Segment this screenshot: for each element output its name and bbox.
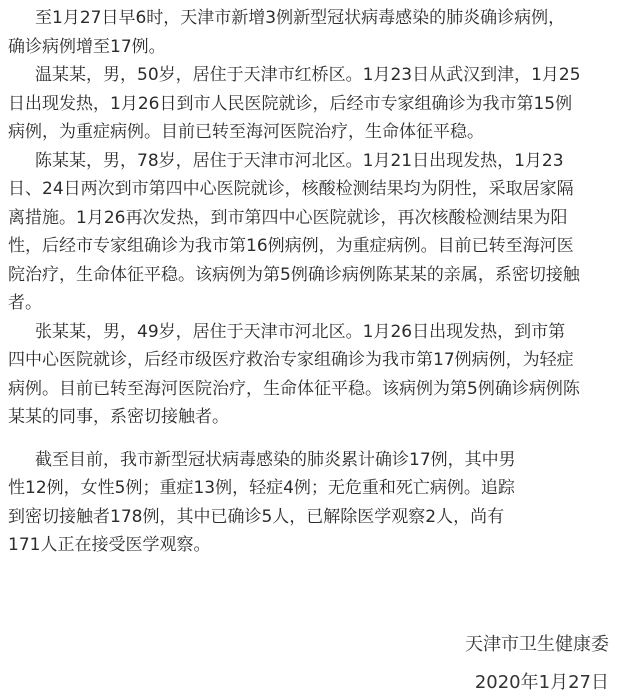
text-line: 性，后经市专家组确诊为我市第16例病例，为重症病例。目前已转至海河医: [8, 236, 574, 256]
signature-org: 天津市卫生健康委: [465, 634, 609, 655]
text-line: 张某某，男，49岁，居住于天津市河北区。1月26日出现发热，到市第: [35, 321, 566, 342]
text-line: 者。: [8, 293, 42, 313]
notice-body: [8, 4, 620, 560]
text-line: 陈某某，男，78岁，居住于天津市河北区。1月21日出现发热，1月23: [35, 150, 564, 171]
text-line: 日出现发热，1月26日到市人民医院就诊，后经市专家组确诊为我市第15例: [8, 93, 573, 114]
text-line: 病例，为重症病例。目前已转至海河医院治疗，生命体征平稳。: [8, 122, 484, 142]
paragraph-case-16: [8, 147, 620, 318]
paragraph-case-15: [8, 61, 620, 147]
text-line: 离措施。1月26再次发热，到市第四中心医院就诊，再次核酸检测结果为阳: [8, 207, 568, 228]
text-line: 四中心医院就诊，后经市级医疗救治专家组确诊为我市第17例病例，为轻症: [8, 350, 574, 370]
text-line: 某某的同事，系密切接触者。: [8, 407, 229, 427]
text-line: 温某某，男，50岁，居住于天津市红桥区。1月23日从武汉到津，1月25: [35, 65, 581, 85]
paragraph-case-17: [8, 318, 620, 432]
signature-date: 2020年1月27日: [474, 672, 609, 693]
text-line: 病例。目前已转至海河医院治疗，生命体征平稳。该病例为第5例确诊病例陈: [8, 378, 580, 399]
paragraph-gap: [8, 432, 620, 446]
paragraph-intro: [8, 4, 620, 61]
paragraph-summary: [8, 446, 620, 560]
text-line: 性12例，女性5例；重症13例，轻症4例；无危重和死亡病例。追踪: [8, 478, 515, 498]
text-line: 院治疗，生命体征平稳。该病例为第5例确诊病例陈某某的亲属，系密切接触: [8, 264, 580, 285]
text-line: 确诊病例增至17例。: [8, 36, 166, 57]
text-line: 截至目前，我市新型冠状病毒感染的肺炎累计确诊17例，其中男: [35, 449, 516, 470]
text-line: 至1月27日早6时，天津市新增3例新型冠状病毒感染的肺炎确诊病例，: [35, 8, 566, 28]
text-line: 171人正在接受医学观察。: [8, 535, 211, 555]
text-line: 到密切接触者178例，其中已确诊5人，已解除医学观察2人，尚有: [8, 506, 505, 527]
text-line: 日、24日两次到市第四中心医院就诊，核酸检测结果均为阴性，采取居家隔: [8, 179, 574, 199]
